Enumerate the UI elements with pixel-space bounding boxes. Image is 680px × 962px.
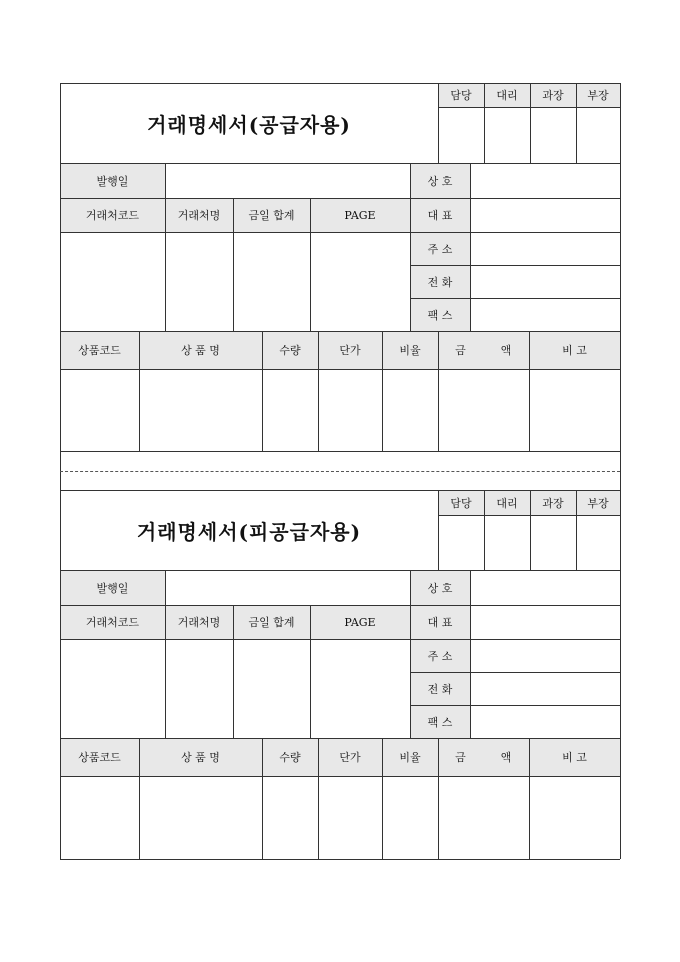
supplier-field-address[interactable]	[470, 232, 620, 265]
daily-total-field[interactable]	[233, 232, 310, 331]
document-title: 거래명세서(공급자용)	[147, 112, 351, 137]
product-code-header: 상품코드	[78, 344, 121, 357]
approval-label-department-head: 부장	[587, 89, 609, 102]
amount-header-2: 액	[500, 344, 512, 357]
supplier-label-phone: 전 화	[427, 682, 453, 696]
product-code-header: 상품코드	[78, 751, 121, 764]
supplier-label-address: 주 소	[427, 649, 453, 663]
amount-cell[interactable]	[438, 369, 529, 451]
supplier-field-company-name[interactable]	[470, 570, 620, 605]
quantity-header: 수량	[279, 344, 301, 357]
page-header: PAGE	[344, 615, 376, 629]
unit-price-cell[interactable]	[318, 776, 382, 859]
remarks-cell[interactable]	[529, 369, 620, 451]
approval-sign-box-department-head[interactable]	[576, 107, 620, 163]
unit-price-cell[interactable]	[318, 369, 382, 451]
issue-date-field[interactable]	[165, 570, 410, 605]
supplier-label-fax: 팩 스	[427, 308, 453, 322]
approval-sign-box-staff[interactable]	[438, 107, 484, 163]
product-name-header: 상 품 명	[181, 344, 220, 357]
product-name-header: 상 품 명	[181, 751, 220, 764]
supplier-field-phone[interactable]	[470, 672, 620, 705]
supplier-label-company-name: 상 호	[427, 581, 453, 595]
supplier-label-representative: 대 표	[427, 616, 453, 629]
client-code-field[interactable]	[60, 232, 165, 331]
frame-right	[620, 83, 621, 451]
approval-label-staff: 담당	[450, 496, 472, 510]
ratio-header: 비율	[399, 751, 421, 764]
issue-date-label: 발행일	[96, 581, 129, 595]
remarks-cell[interactable]	[529, 776, 620, 859]
supplier-field-fax[interactable]	[470, 298, 620, 331]
frame-right-connector	[620, 451, 621, 490]
page-header: PAGE	[344, 208, 376, 222]
client-code-field[interactable]	[60, 639, 165, 738]
supplier-field-company-name[interactable]	[470, 163, 620, 198]
issue-date-field[interactable]	[165, 163, 410, 198]
remarks-header: 비 고	[562, 344, 587, 357]
product-name-cell[interactable]	[139, 369, 262, 451]
page-field[interactable]	[310, 639, 410, 738]
client-name-header: 거래처명	[177, 616, 221, 629]
approval-sign-box-department-head[interactable]	[576, 515, 620, 570]
ratio-cell[interactable]	[382, 369, 438, 451]
approval-label-staff: 담당	[450, 89, 472, 102]
frame-right	[620, 490, 621, 859]
frame-bottom	[60, 859, 620, 860]
amount-header-2: 액	[500, 751, 512, 764]
supplier-label-representative: 대 표	[427, 209, 453, 222]
approval-sign-box-section-chief[interactable]	[530, 107, 576, 163]
unit-price-header: 단가	[339, 344, 361, 357]
unit-price-header: 단가	[339, 751, 361, 764]
supplier-field-phone[interactable]	[470, 265, 620, 298]
client-code-header: 거래처코드	[85, 209, 140, 222]
approval-sign-box-staff[interactable]	[438, 515, 484, 570]
quantity-header: 수량	[279, 751, 301, 764]
product-code-cell[interactable]	[60, 369, 139, 451]
supplier-label-phone: 전 화	[427, 275, 453, 289]
client-name-header: 거래처명	[177, 209, 221, 222]
approval-label-assistant-manager: 대리	[496, 496, 518, 510]
supplier-field-fax[interactable]	[470, 705, 620, 738]
quantity-cell[interactable]	[262, 776, 318, 859]
page-field[interactable]	[310, 232, 410, 331]
supplier-label-address: 주 소	[427, 242, 453, 256]
supplier-label-fax: 팩 스	[427, 715, 453, 729]
product-name-cell[interactable]	[139, 776, 262, 859]
amount-header-1: 금	[455, 751, 466, 764]
approval-label-section-chief: 과장	[542, 496, 564, 510]
issue-date-label: 발행일	[96, 174, 129, 188]
supplier-field-address[interactable]	[470, 639, 620, 672]
approval-label-department-head: 부장	[587, 496, 609, 510]
cut-line	[60, 471, 620, 472]
quantity-cell[interactable]	[262, 369, 318, 451]
approval-sign-box-assistant-manager[interactable]	[484, 107, 530, 163]
remarks-header: 비 고	[562, 751, 587, 764]
document-title: 거래명세서(피공급자용)	[136, 519, 362, 544]
client-name-field[interactable]	[165, 232, 233, 331]
approval-sign-box-assistant-manager[interactable]	[484, 515, 530, 570]
amount-cell[interactable]	[438, 776, 529, 859]
ratio-cell[interactable]	[382, 776, 438, 859]
daily-total-header: 금일 합계	[248, 616, 295, 629]
daily-total-field[interactable]	[233, 639, 310, 738]
approval-label-assistant-manager: 대리	[496, 89, 518, 102]
ratio-header: 비율	[399, 344, 421, 357]
approval-label-section-chief: 과장	[542, 89, 564, 102]
supplier-field-representative[interactable]	[470, 198, 620, 232]
product-code-cell[interactable]	[60, 776, 139, 859]
client-name-field[interactable]	[165, 639, 233, 738]
frame-bottom	[60, 451, 620, 452]
daily-total-header: 금일 합계	[248, 209, 295, 222]
supplier-label-company-name: 상 호	[427, 174, 453, 188]
approval-sign-box-section-chief[interactable]	[530, 515, 576, 570]
client-code-header: 거래처코드	[85, 616, 140, 629]
supplier-field-representative[interactable]	[470, 605, 620, 639]
amount-header-1: 금	[455, 344, 466, 357]
